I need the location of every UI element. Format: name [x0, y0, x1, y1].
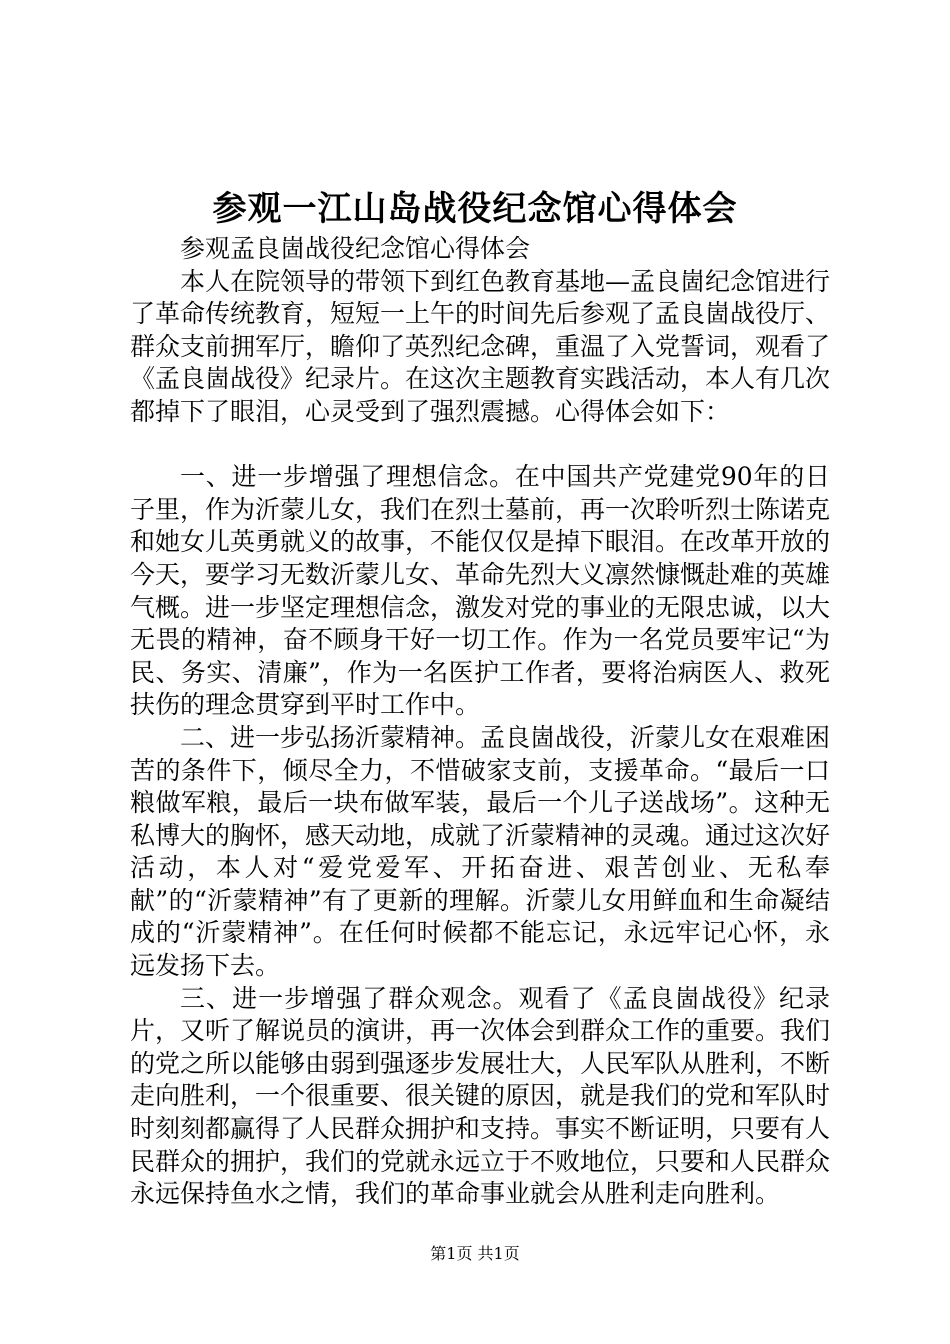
page-footer: 第1页 共1页 — [430, 1244, 520, 1263]
paragraph-2: 二、进一步弘扬沂蒙精神。孟良崮战役，沂蒙儿女在艰难困苦的条件下，倾尽全力，不惜破家支前，支援革命。“最后一口粮做军粮，最后一块布做军装，最后一个儿子送战场”。这种无私博大的胸怀，感天动地，成就了沂蒙精神的灵魂。通过这次好活动，本人对“爱党爱军、开拓奋进、艰苦创业、无私奉献”的“沂蒙精神”有了更新的理解。沂蒙儿女用鲜血和生命凝结成的“沂蒙精神”。在任何时候都不能忘记，永远牢记心怀，永远发扬下去。 — [130, 722, 831, 981]
intro-paragraph: 本人在院领导的带领下到红色教育基地—孟良崮纪念馆进行了革命传统教育，短短一上午的时间先后参观了孟良崮战役厅、群众支前拥军厅，瞻仰了英烈纪念碑，重温了入党誓词，观看了《孟良崮战役》纪录片。在这次主题教育实践活动，本人有几次都掉下了眼泪，心灵受到了强烈震撼。心得体会如下： — [130, 266, 831, 426]
document-title: 参观一江山岛战役纪念馆心得体会 — [212, 189, 738, 229]
paragraph-1: 一、进一步增强了理想信念。在中国共产党建党90年的日子里，作为沂蒙儿女，我们在烈士墓前，再一次聆听烈士陈诺克和她女儿英勇就义的故事，不能仅仅是掉下眼泪。在改革开放的今天，要学习无数沂蒙儿女、革命先烈大义凛然慷慨赴难的英雄气概。进一步坚定理想信念，激发对党的事业的无限忠诚，以大无畏的精神，奋不顾身干好一切工作。作为一名党员要牢记“为民、务实、清廉”，作为一名医护工作者，要将治病医人、救死扶伤的理念贯穿到平时工作中。 — [130, 462, 831, 720]
paragraph-3: 三、进一步增强了群众观念。观看了《孟良崮战役》纪录片，又听了解说员的演讲，再一次体会到群众工作的重要。我们的党之所以能够由弱到强逐步发展壮大，人民军队从胜利，不断走向胜利，一个很重要、很关键的原因，就是我们的党和军队时时刻刻都赢得了人民群众拥护和支持。事实不断证明，只要有人民群众的拥护，我们的党就永远立于不败地位，只要和人民群众永远保持鱼水之情，我们的革命事业就会从胜利走向胜利。 — [130, 983, 831, 1209]
blank-line — [130, 429, 830, 462]
document-body — [130, 233, 830, 1211]
subtitle-paragraph: 参观孟良崮战役纪念馆心得体会 — [180, 234, 531, 263]
